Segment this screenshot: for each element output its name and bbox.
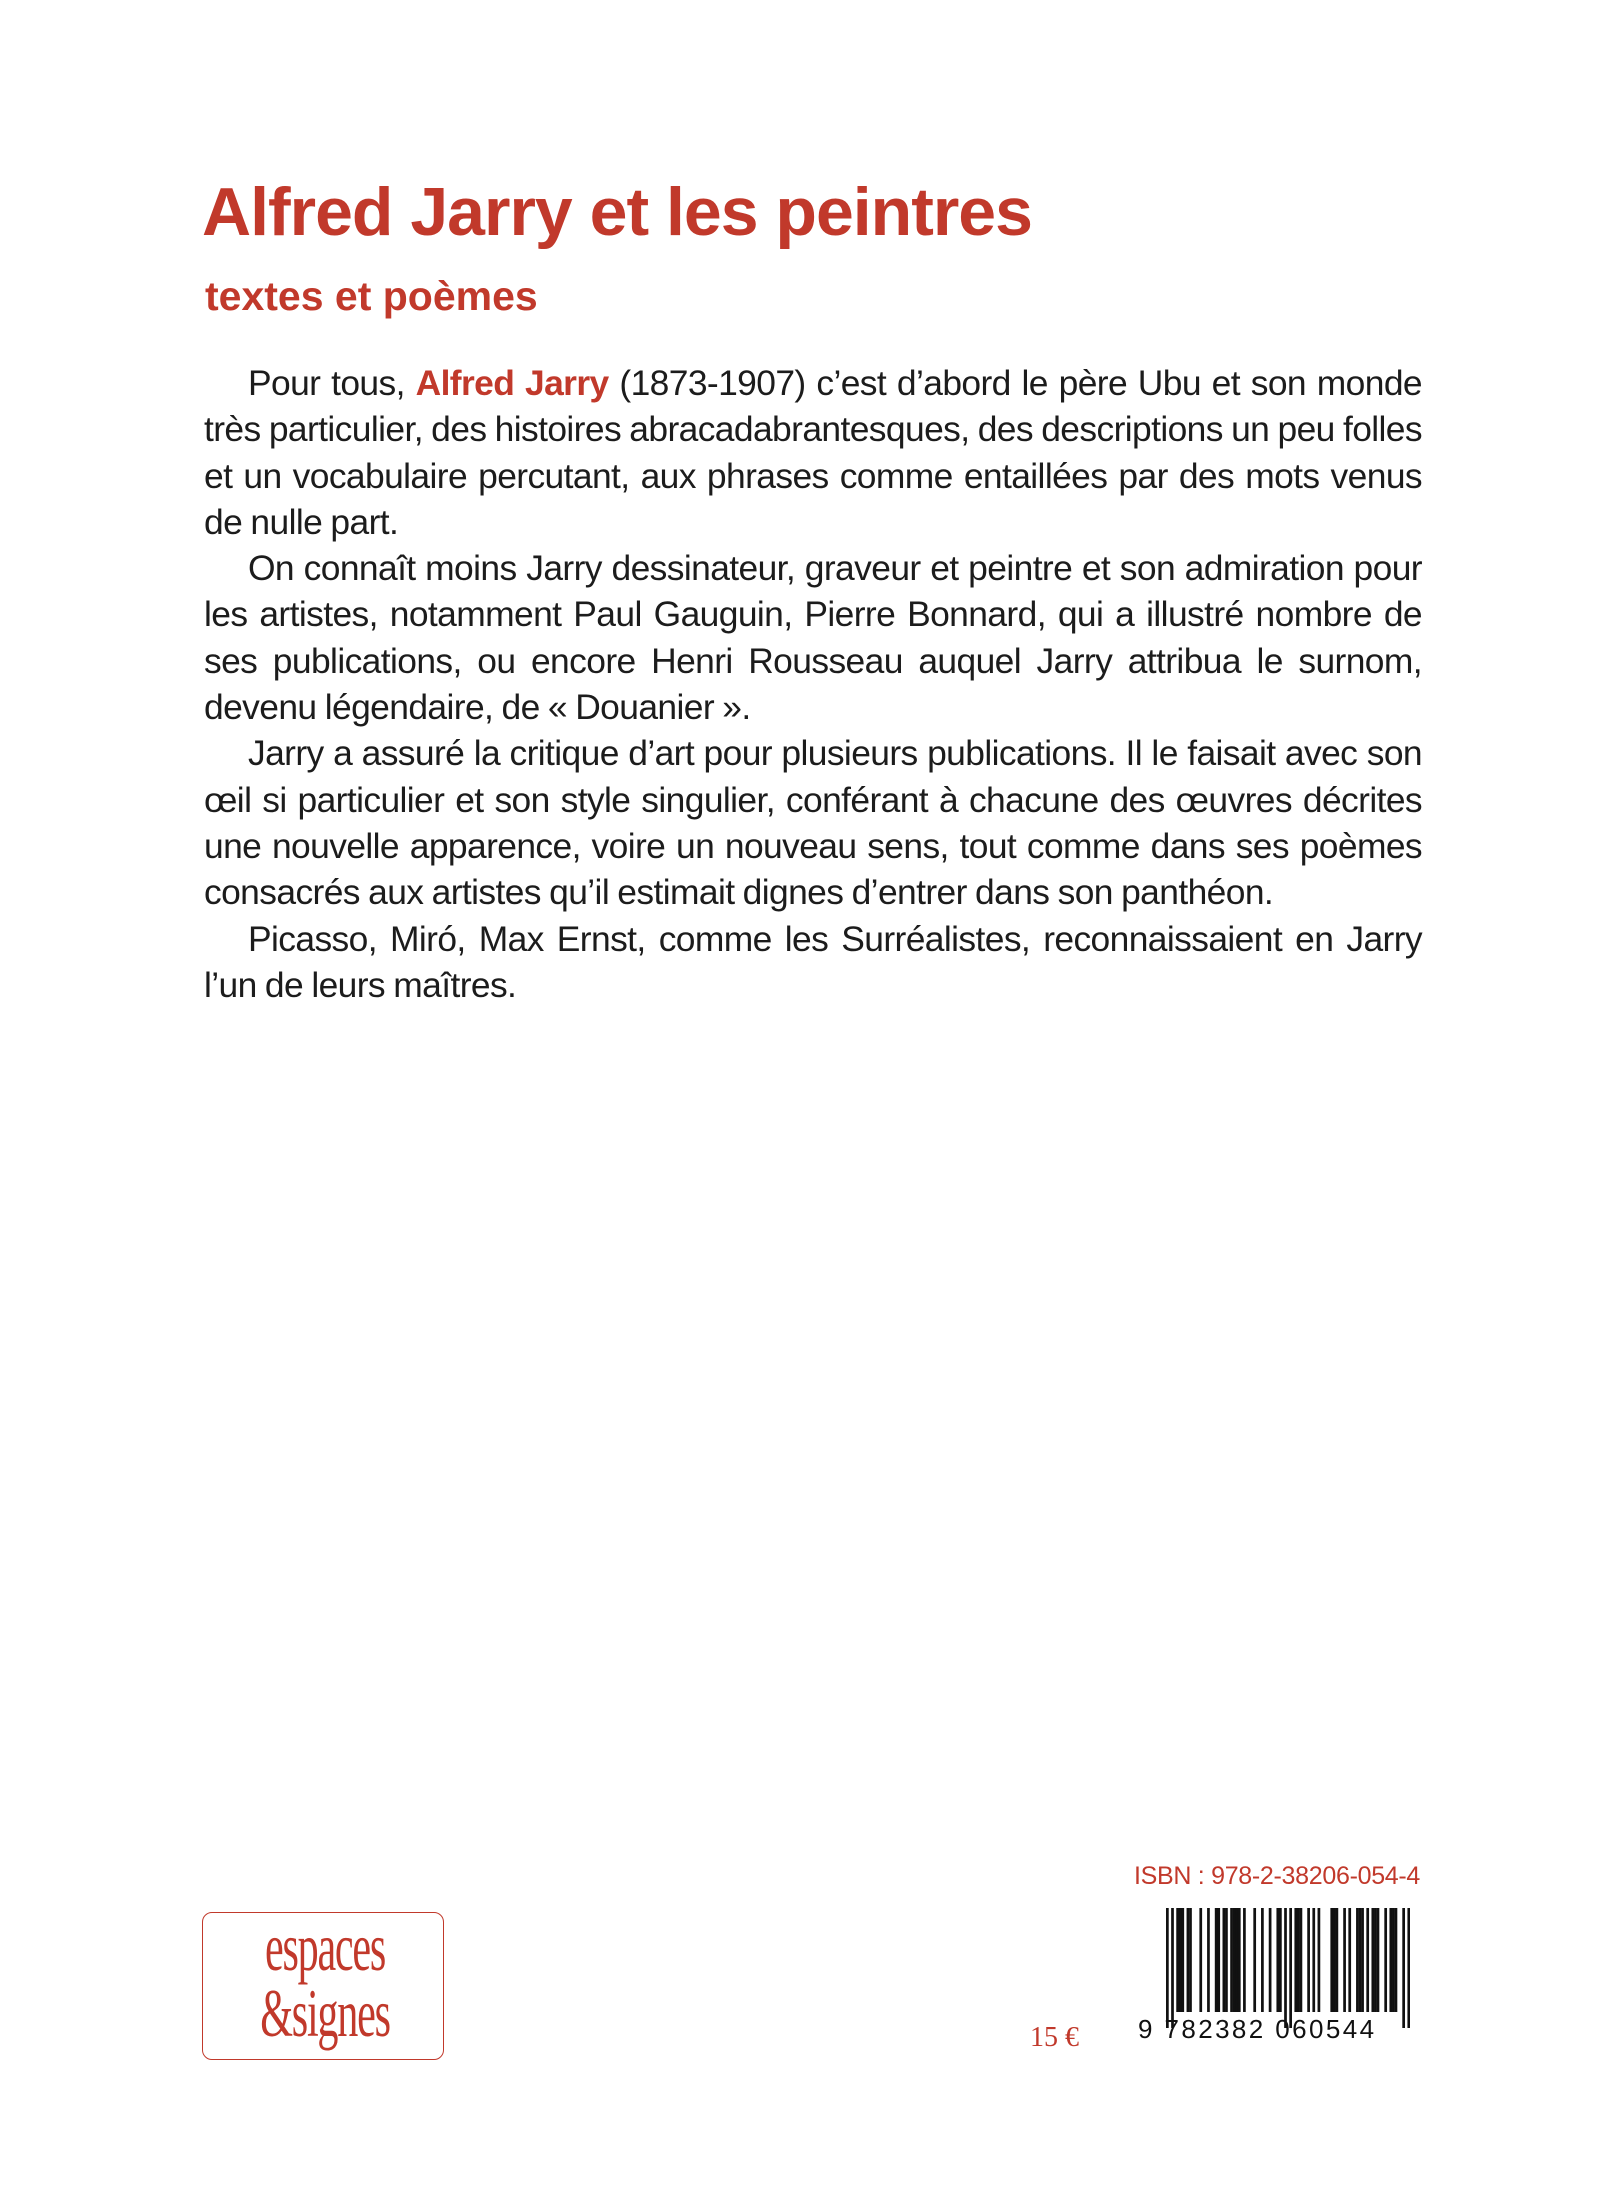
barcode-bar xyxy=(1348,1908,1351,2012)
price-label: 15 € xyxy=(1030,2022,1079,2053)
blurb-paragraph-3: Jarry a assuré la critique d’art pour plusieurs publications. Il le faisait avec son œil si particulier et son style singulier, conférant à chacune des œuvres décrites une nouvelle apparence, voire un nouveau sens, tout comme dans ses poèmes consacrés aux artistes qu’il estimait dignes d’entrer dans son panthéon. xyxy=(204,733,1422,913)
barcode-digits: 9 782382 060544 xyxy=(1138,2014,1377,2044)
author-name-highlight: Alfred Jarry xyxy=(415,363,609,403)
barcode-bar xyxy=(1361,1908,1364,2012)
barcode-bar xyxy=(1261,1908,1264,2012)
book-title: Alfred Jarry et les peintres xyxy=(202,174,1032,250)
barcode-bar xyxy=(1343,1908,1346,2012)
barcode-bar xyxy=(1279,1908,1282,2012)
barcode-bar xyxy=(1276,1908,1279,2012)
blurb-paragraph-1 xyxy=(204,360,1422,545)
barcode-bar xyxy=(1233,1908,1236,2012)
barcode-bar xyxy=(1312,1908,1315,2012)
barcode-bar xyxy=(1407,1908,1410,2028)
barcode-bar xyxy=(1225,1908,1228,2012)
blurb-paragraph-2: On connaît moins Jarry dessinateur, graveur et peintre et son admiration pour les artistes, notamment Paul Gauguin, Pierre Bonnard, qui a illustré nombre de ses publications, ou encore Henri Rousseau auquel Jarry attribua le surnom, devenu légendaire, de « Douanier ». xyxy=(204,548,1422,728)
barcode-bar xyxy=(1171,1908,1174,2028)
barcode-bar xyxy=(1230,1908,1233,2012)
publisher-logo xyxy=(202,1909,444,2060)
barcode-bar xyxy=(1330,1908,1333,2012)
barcode-bar xyxy=(1223,1908,1226,2012)
publisher-logo-line-2: &signes xyxy=(260,1975,390,2051)
barcode-bar xyxy=(1374,1908,1377,2012)
barcode-bar xyxy=(1359,1908,1362,2012)
barcode-bar xyxy=(1289,1908,1292,2028)
barcode-bar xyxy=(1356,1908,1359,2012)
barcode-bar xyxy=(1366,1908,1369,2012)
blurb-p1-end: (1873-1907) c’est d’abord le père Ubu et son monde très particulier, des histoires abracadabrantesques, des descriptions un peu folles et un vocabulaire percutant, aux phrases comme entaillées par des mots venus de nulle part. xyxy=(204,363,1422,542)
barcode-bar xyxy=(1377,1908,1380,2012)
barcode-bar xyxy=(1402,1908,1405,2028)
barcode-bars xyxy=(1166,1908,1410,2028)
barcode-bar xyxy=(1238,1908,1241,2012)
book-subtitle: textes et poèmes xyxy=(205,273,538,319)
barcode-bar xyxy=(1318,1908,1321,2012)
barcode-bar xyxy=(1179,1908,1182,2012)
barcode-bar xyxy=(1217,1908,1220,2012)
barcode-bar xyxy=(1284,1908,1287,2028)
barcode-bar xyxy=(1395,1908,1398,2012)
isbn-label: ISBN : 978-2-38206-054-4 xyxy=(1134,1862,1421,1890)
barcode-bar xyxy=(1294,1908,1297,2012)
barcode-bar xyxy=(1215,1908,1218,2012)
barcode-bar xyxy=(1371,1908,1374,2012)
blurb-text xyxy=(204,360,1422,1008)
barcode-bar xyxy=(1253,1908,1256,2012)
barcode-bar xyxy=(1199,1908,1202,2012)
barcode-bar xyxy=(1189,1908,1192,2012)
blurb-paragraph-4: Picasso, Miró, Max Ernst, comme les Surréalistes, reconnaissaient en Jarry l’un de leurs maîtres. xyxy=(204,918,1422,1005)
barcode-bar xyxy=(1235,1908,1238,2012)
barcode-bar xyxy=(1181,1908,1184,2012)
barcode-bar xyxy=(1297,1908,1300,2012)
barcode-bar xyxy=(1243,1908,1246,2012)
barcode-bar xyxy=(1166,1908,1169,2028)
barcode-bar xyxy=(1187,1908,1190,2012)
barcode-bar xyxy=(1333,1908,1336,2012)
barcode-bar xyxy=(1389,1908,1392,2012)
barcode-bar xyxy=(1384,1908,1387,2012)
barcode-bar xyxy=(1392,1908,1395,2012)
barcode-bar xyxy=(1176,1908,1179,2012)
barcode-bar xyxy=(1207,1908,1210,2012)
barcode-bar xyxy=(1336,1908,1339,2012)
barcode xyxy=(1166,1908,1410,2028)
barcode-bar xyxy=(1269,1908,1272,2012)
blurb-p1-start: Pour tous, xyxy=(248,363,416,403)
barcode-bar xyxy=(1307,1908,1310,2012)
barcode-bar xyxy=(1300,1908,1303,2012)
publisher-logo-line-1: espaces xyxy=(264,1909,386,1985)
